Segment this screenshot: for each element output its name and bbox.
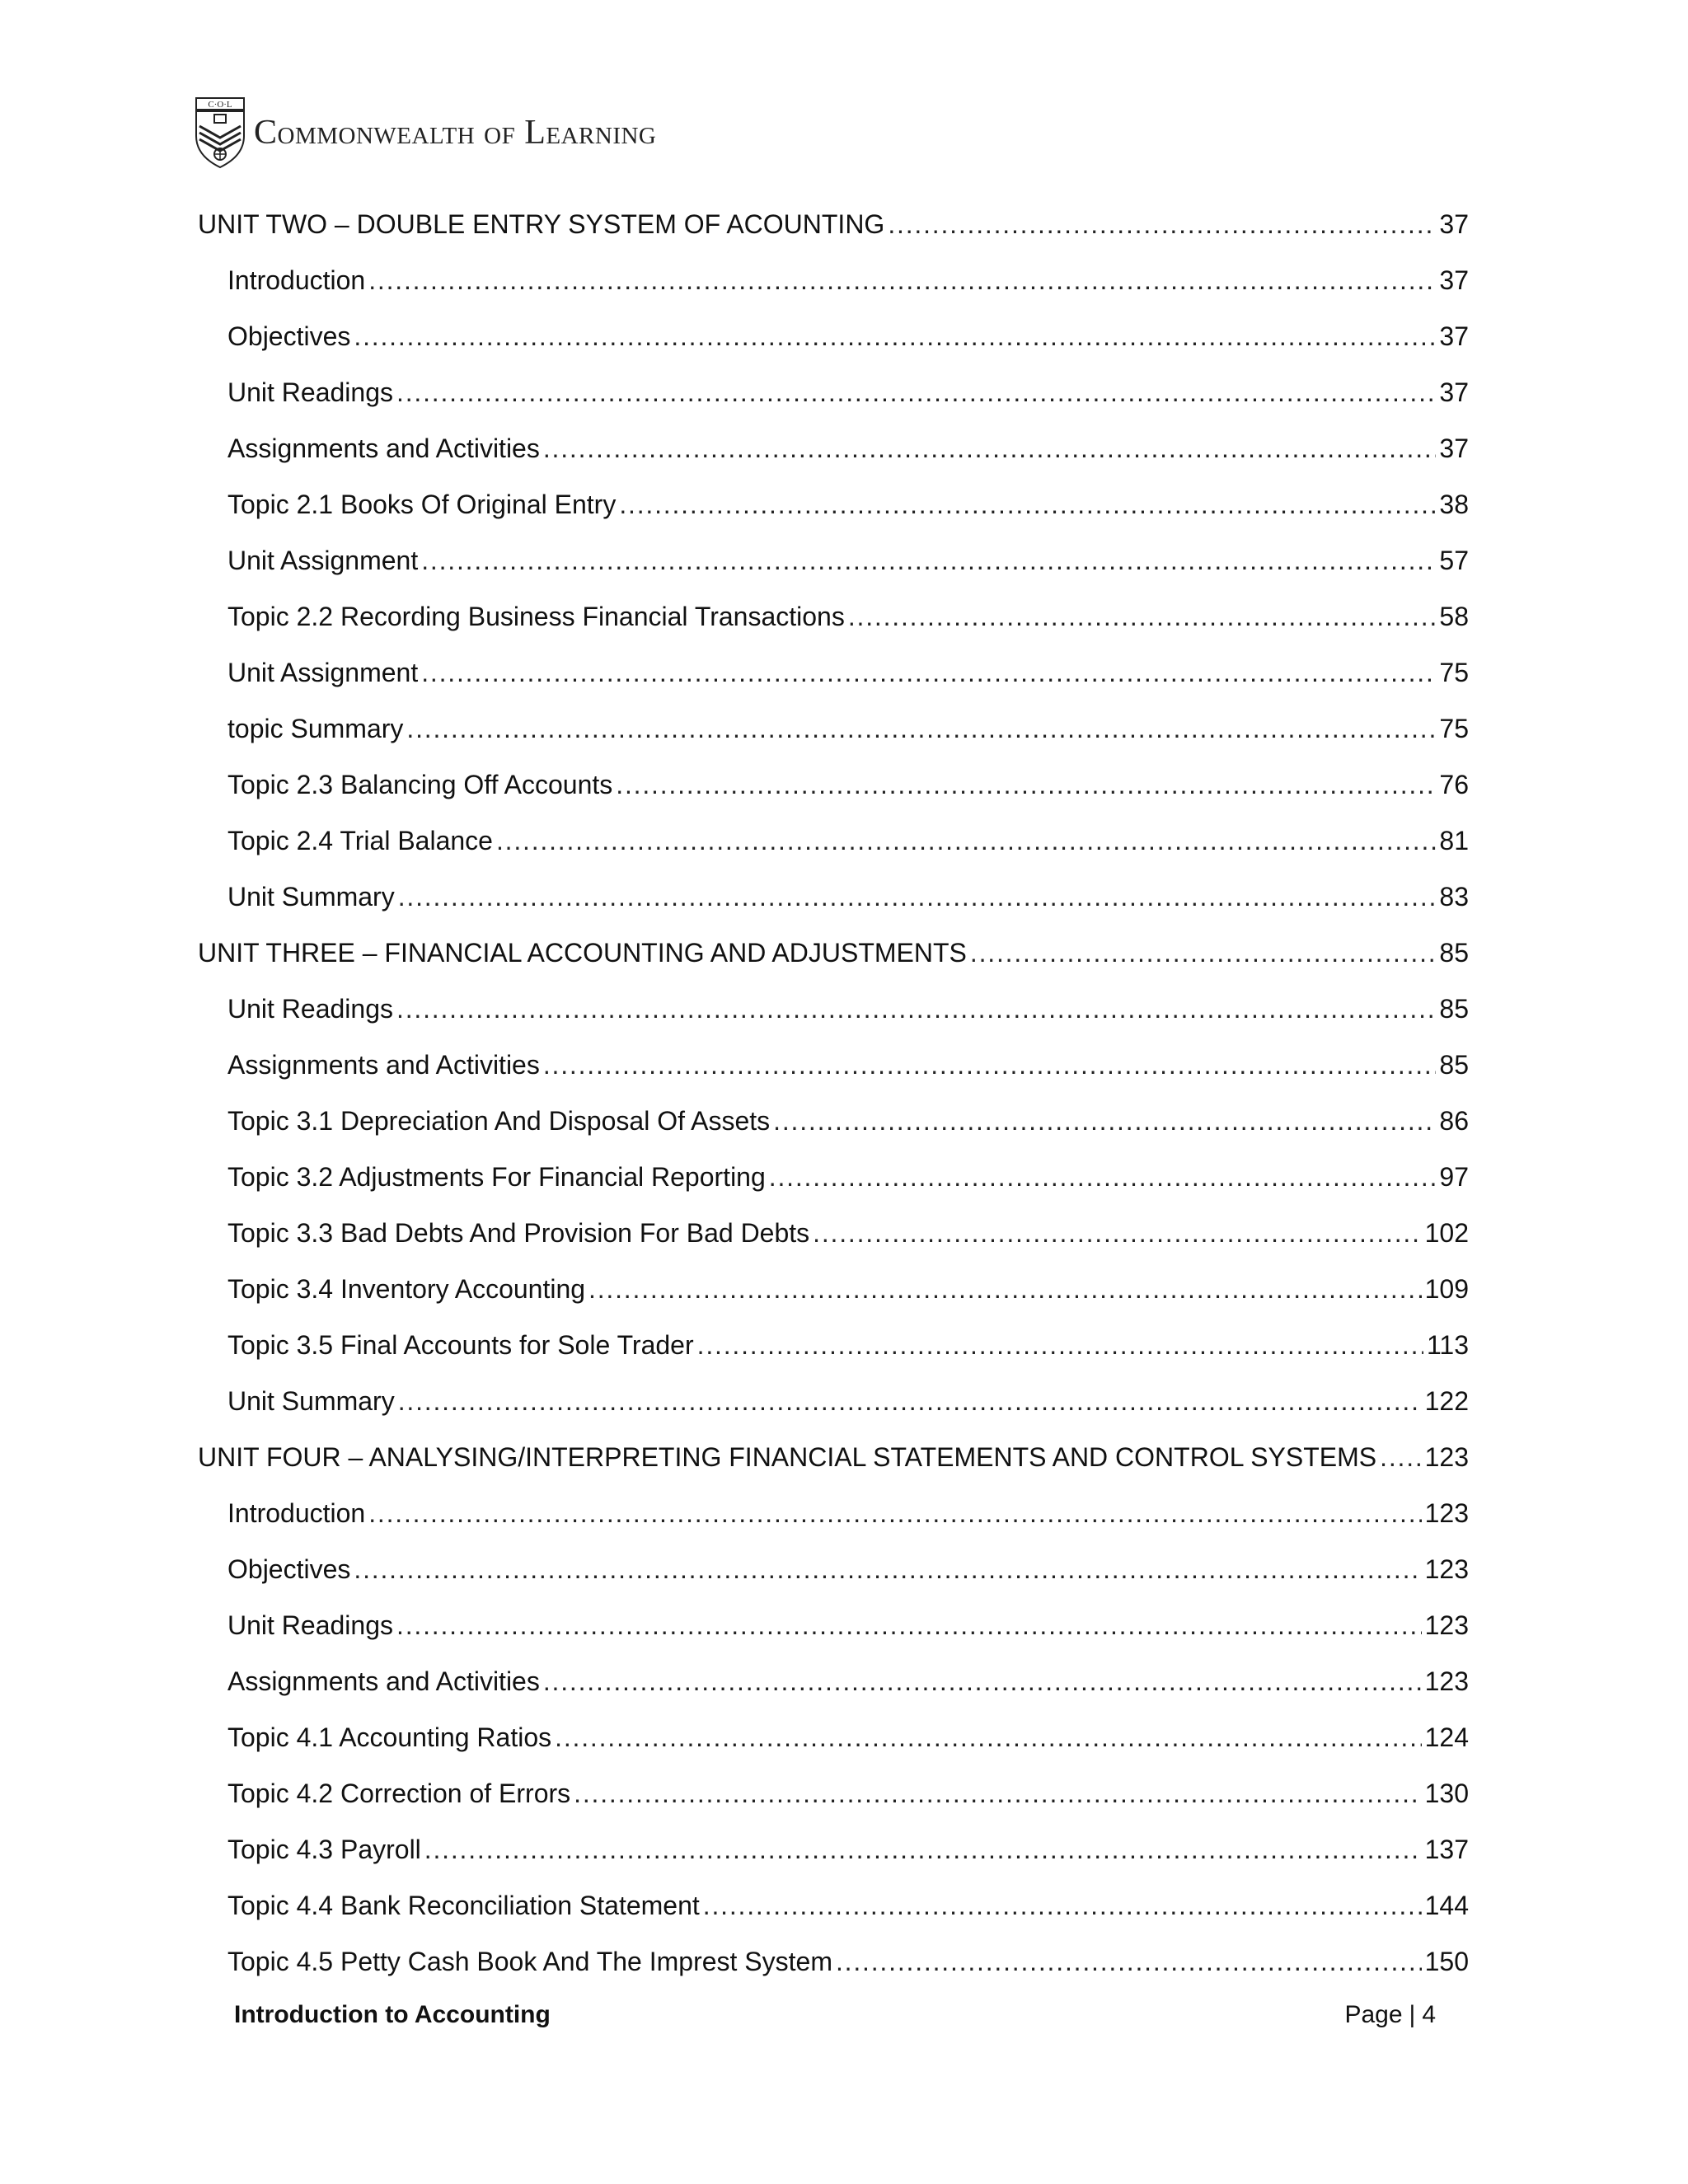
toc-dot-leader [543,1037,1437,1093]
footer-page-indicator [1344,2001,1436,2029]
toc-dot-leader [368,252,1436,308]
toc-entry-label: Introduction [227,265,366,295]
toc-entry-label: Topic 4.1 Accounting Ratios [227,1722,552,1752]
toc-dot-leader [888,196,1436,252]
toc-entry-page: 85 [1439,938,1469,968]
toc-entry-page: 76 [1439,770,1469,799]
toc-entry-label: Topic 4.5 Petty Cash Book And The Imprest System [227,1947,832,1976]
toc-entry-page: 113 [1426,1330,1469,1360]
toc-dot-leader [543,420,1437,476]
toc-entry-label: Assignments and Activities [227,1050,540,1080]
toc-dot-leader [619,476,1436,532]
toc-dot-leader [406,701,1436,757]
toc-entry-label: Topic 2.4 Trial Balance [227,826,493,855]
toc-entry-page: 123 [1424,1498,1469,1528]
toc-entry-label: Unit Assignment [227,658,419,687]
shield-icon [195,96,246,169]
toc-entry-label: Topic 3.1 Depreciation And Disposal Of Assets [227,1106,771,1136]
toc-entry[interactable] [198,1317,1469,1373]
toc-entry[interactable] [198,252,1469,308]
toc-dot-leader [543,1653,1422,1709]
toc-entry-label: UNIT THREE – FINANCIAL ACCOUNTING AND ADJUSTMENTS [198,938,967,968]
toc-entry-label: topic Summary [227,714,404,743]
toc-entry-label: UNIT FOUR – ANALYSING/INTERPRETING FINANCIAL STATEMENTS AND CONTROL SYSTEMS [198,1442,1377,1472]
toc-entry-page: 86 [1439,1106,1469,1136]
footer-page-prefix: Page [1344,2001,1403,2028]
footer-title: Introduction to Accounting [234,2001,551,2028]
toc-entry-label: Topic 2.1 Books Of Original Entry [227,490,617,519]
toc-entry-label: Topic 2.3 Balancing Off Accounts [227,770,613,799]
toc-entry-page: 75 [1439,658,1469,687]
toc-unit-entry[interactable] [198,1429,1469,1485]
toc-entry-page: 57 [1439,546,1469,575]
toc-entry[interactable] [198,1373,1469,1429]
toc-entry-page: 124 [1424,1722,1469,1752]
toc-entry[interactable] [198,1261,1469,1317]
toc-entry-label: Unit Readings [227,377,393,407]
toc-entry-label: Topic 2.2 Recording Business Financial Transactions [227,602,845,631]
toc-dot-leader [588,1261,1422,1317]
toc-entry-page: 85 [1439,1050,1469,1080]
toc-entry-page: 137 [1424,1835,1469,1864]
toc-entry-page: 37 [1439,265,1469,295]
toc-entry-label: Unit Readings [227,1610,393,1640]
toc-entry-label: Unit Readings [227,994,393,1024]
footer-separator: | [1409,2001,1416,2028]
toc-dot-leader [424,1821,1422,1877]
toc-dot-leader [354,308,1436,364]
toc-entry[interactable] [198,757,1469,813]
toc-entry-label: Unit Assignment [227,546,419,575]
toc-dot-leader [1380,1429,1421,1485]
toc-entry-page: 102 [1424,1218,1469,1248]
toc-entry[interactable] [198,420,1469,476]
logo-text: Commonwealth of Learning [254,114,657,152]
toc-entry[interactable] [198,1709,1469,1765]
toc-dot-leader [421,644,1436,701]
toc-entry[interactable] [198,476,1469,532]
toc-entry[interactable] [198,981,1469,1037]
toc-entry[interactable] [198,1149,1469,1205]
toc-dot-leader [354,1541,1421,1597]
toc-entry[interactable] [198,1653,1469,1709]
toc-dot-leader [421,532,1436,588]
toc-entry-page: 150 [1424,1947,1469,1976]
toc-entry-label: Topic 4.3 Payroll [227,1835,421,1864]
toc-entry[interactable] [198,1541,1469,1597]
toc-dot-leader [769,1149,1437,1205]
toc-entry-page: 58 [1439,602,1469,631]
toc-entry[interactable] [198,588,1469,644]
toc-entry-page: 37 [1439,321,1469,351]
toc-dot-leader [616,757,1436,813]
toc-entry-label: Unit Summary [227,882,395,912]
toc-dot-leader [813,1205,1421,1261]
toc-entry-page: 122 [1424,1386,1469,1416]
toc-unit-entry[interactable] [198,925,1469,981]
toc-entry-page: 83 [1439,882,1469,912]
toc-entry[interactable] [198,364,1469,420]
toc-entry-label: Topic 3.5 Final Accounts for Sole Trader [227,1330,694,1360]
toc-entry[interactable] [198,1093,1469,1149]
toc-dot-leader [396,1597,1422,1653]
toc-dot-leader [836,1933,1422,1990]
toc-entry[interactable] [198,1597,1469,1653]
toc-entry[interactable] [198,308,1469,364]
toc-entry[interactable] [198,1877,1469,1933]
toc-entry-page: 38 [1439,490,1469,519]
toc-entry-label: Introduction [227,1498,366,1528]
toc-entry-page: 109 [1424,1274,1469,1304]
toc-dot-leader [396,981,1436,1037]
table-of-contents [198,196,1469,1990]
toc-unit-entry[interactable] [198,196,1469,252]
toc-entry[interactable] [198,1205,1469,1261]
toc-entry[interactable] [198,1821,1469,1877]
toc-dot-leader [398,1373,1422,1429]
toc-dot-leader [970,925,1437,981]
toc-entry-page: 130 [1424,1779,1469,1808]
toc-dot-leader [398,869,1437,925]
toc-dot-leader [555,1709,1421,1765]
toc-dot-leader [574,1765,1421,1821]
toc-dot-leader [848,588,1437,644]
toc-entry-page: 37 [1439,434,1469,463]
toc-entry[interactable] [198,1037,1469,1093]
toc-entry[interactable] [198,701,1469,757]
toc-entry-label: Topic 4.2 Correction of Errors [227,1779,571,1808]
toc-entry-page: 85 [1439,994,1469,1024]
footer-page-number: 4 [1422,2001,1436,2028]
toc-entry-page: 123 [1424,1554,1469,1584]
toc-entry-label: Topic 3.2 Adjustments For Financial Reporting [227,1162,766,1192]
logo-badge-text: C·O·L [208,100,232,110]
toc-entry[interactable] [198,644,1469,701]
toc-entry[interactable] [198,869,1469,925]
toc-entry-page: 123 [1424,1442,1469,1472]
toc-entry[interactable] [198,532,1469,588]
toc-dot-leader [396,364,1436,420]
toc-entry-label: Topic 3.3 Bad Debts And Provision For Bad Debts [227,1218,810,1248]
toc-entry-label: Topic 4.4 Bank Reconciliation Statement [227,1891,700,1920]
toc-entry-label: UNIT TWO – DOUBLE ENTRY SYSTEM OF ACOUNTING [198,209,885,239]
logo [195,95,656,171]
toc-entry-label: Objectives [227,1554,351,1584]
toc-entry-page: 123 [1424,1666,1469,1696]
toc-entry-label: Objectives [227,321,351,351]
toc-entry-label: Assignments and Activities [227,1666,540,1696]
toc-entry-page: 37 [1439,209,1469,239]
toc-entry-label: Topic 3.4 Inventory Accounting [227,1274,586,1304]
toc-dot-leader [773,1093,1436,1149]
toc-entry[interactable] [198,813,1469,869]
toc-dot-leader [368,1485,1421,1541]
toc-dot-leader [703,1877,1422,1933]
toc-entry-label: Assignments and Activities [227,434,540,463]
toc-dot-leader [697,1317,1423,1373]
toc-entry-page: 97 [1439,1162,1469,1192]
toc-entry-label: Unit Summary [227,1386,395,1416]
toc-entry-page: 123 [1424,1610,1469,1640]
page-footer [234,1994,1436,2036]
toc-entry-page: 81 [1439,826,1469,855]
toc-entry[interactable] [198,1765,1469,1821]
toc-dot-leader [496,813,1436,869]
toc-entry-page: 144 [1424,1891,1469,1920]
toc-entry[interactable] [198,1485,1469,1541]
toc-entry[interactable] [198,1933,1469,1990]
toc-entry-page: 37 [1439,377,1469,407]
toc-entry-page: 75 [1439,714,1469,743]
